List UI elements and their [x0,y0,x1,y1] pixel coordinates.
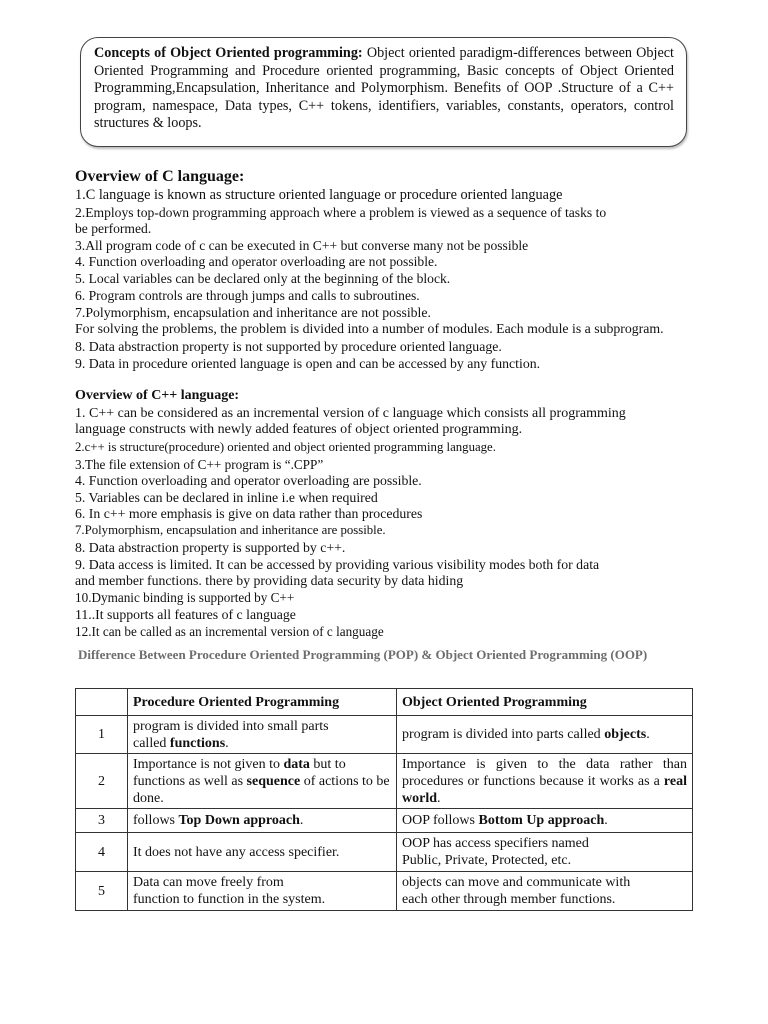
pop-cell: follows Top Down approach. [128,809,397,833]
oop-cell: OOP has access specifiers named Public, Private, Protected, etc. [397,833,693,872]
cpp-line: 8. Data abstraction property is supported by c++. [75,540,346,555]
cpp-line: 12.It can be called as an incremental version of c language [75,624,384,639]
c-line: 2.Employs top-down programming approach where a problem is viewed as a sequence of tasks to [75,205,607,220]
concepts-body: Object oriented paradigm-differences between Object Oriented Programming and Procedure oriented programming, Basic concepts of Object Oriented Programming,Encapsulation, Inheritance and Polymorphism. Benefits of OOP .Structure of a C++ program, namespace, Data types, C++ tokens, identifiers, variables, constants, operators, control structures & loops. [94,45,674,132]
table-row [76,716,693,754]
concepts-text [94,45,674,133]
table-header-row [76,689,693,716]
c-line: 7.Polymorphism, encapsulation and inheritance are not possible. [75,305,431,320]
cpp-line: language constructs with newly added features of object oriented programming. [75,422,523,437]
oop-cell: objects can move and communicate with each other through member functions. [397,872,693,911]
row-number: 4 [76,833,128,872]
cpp-line: 4. Function overloading and operator overloading are possible. [75,473,422,488]
header-oop: Object Oriented Programming [397,689,693,716]
c-line: be performed. [75,221,152,236]
cpp-line: 7.Polymorphism, encapsulation and inheritance are possible. [75,523,386,537]
c-line: 1.C language is known as structure oriented language or procedure oriented language [75,187,563,203]
cpp-line: 10.Dymanic binding is supported by C++ [75,590,295,605]
c-line: 3.All program code of c can be executed in C++ but converse many not be possible [75,238,529,253]
header-num [76,689,128,716]
c-line: 6. Program controls are through jumps and calls to subroutines. [75,288,420,303]
table-row [76,809,693,833]
row-number: 3 [76,809,128,833]
table-row [76,833,693,872]
c-overview-title: Overview of C language: [75,168,245,185]
row-number: 5 [76,872,128,911]
row-number: 1 [76,716,128,754]
c-line: 8. Data abstraction property is not supported by procedure oriented language. [75,339,502,354]
header-pop: Procedure Oriented Programming [128,689,397,716]
table-row [76,754,693,809]
pop-oop-table [75,688,693,911]
c-line: 5. Local variables can be declared only at the beginning of the block. [75,271,451,286]
cpp-line: 1. C++ can be considered as an incremental version of c language which consists all programming [75,406,626,421]
concepts-heading: Concepts of Object Oriented programming: [94,45,363,61]
cpp-line: 11..It supports all features of c language [75,607,296,622]
table-row [76,872,693,911]
row-number: 2 [76,754,128,809]
cpp-line: 6. In c++ more emphasis is give on data rather than procedures [75,506,423,521]
c-line: 4. Function overloading and operator overloading are not possible. [75,254,438,269]
oop-cell: Importance is given to the data rather than procedures or functions because it works as a real world. [397,754,693,809]
cpp-overview-title: Overview of C++ language: [75,388,240,403]
pop-cell: Data can move freely from function to function in the system. [128,872,397,911]
cpp-line: and member functions. there by providing data security by data hiding [75,573,464,588]
pop-cell: program is divided into small parts called functions. [128,716,397,754]
cpp-line: 2.c++ is structure(procedure) oriented and object oriented programming language. [75,440,496,454]
cpp-line: 3.The file extension of C++ program is “.CPP” [75,457,324,472]
oop-cell: program is divided into parts called objects. [397,716,693,754]
pop-cell: Importance is not given to data but to functions as well as sequence of actions to be done. [128,754,397,809]
cpp-line: 9. Data access is limited. It can be accessed by providing various visibility modes both for data [75,557,600,572]
difference-caption: Difference Between Procedure Oriented Programming (POP) & Object Oriented Programming (OOP) [78,647,648,662]
oop-cell: OOP follows Bottom Up approach. [397,809,693,833]
cpp-line: 5. Variables can be declared in inline i.e when required [75,490,378,505]
c-line: For solving the problems, the problem is divided into a number of modules. Each module is a subprogram. [75,321,664,336]
pop-cell: It does not have any access specifier. [128,833,397,872]
c-line: 9. Data in procedure oriented language is open and can be accessed by any function. [75,356,541,371]
